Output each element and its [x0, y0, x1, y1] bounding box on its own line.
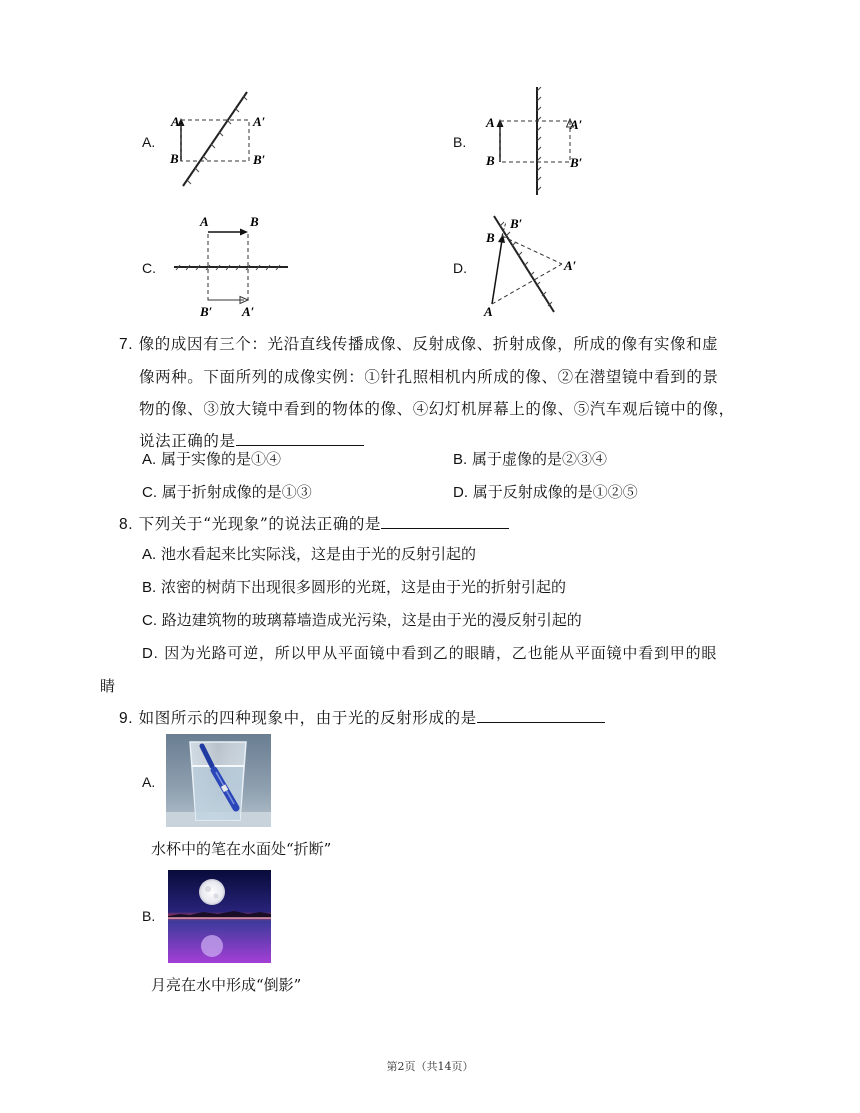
label-b-prime: B′ [510, 216, 523, 231]
q9-option-b-letter[interactable]: B. [142, 908, 156, 924]
label-a: A [486, 115, 495, 130]
question-9-stem: 如图所示的四种现象中，由于光的反射形成的是 [138, 709, 477, 727]
fig-option-c-diagram [172, 212, 290, 320]
label-a-prime: A′ [253, 114, 266, 129]
fig-option-a-letter: A. [142, 134, 156, 150]
option-letter: D. [453, 484, 468, 501]
fig-option-a-diagram [165, 88, 275, 190]
q7-option-d[interactable] [453, 481, 638, 502]
label-a: A [484, 304, 493, 319]
label-b: B [486, 230, 495, 245]
question-9-number: 9. [119, 710, 134, 727]
label-b: B [170, 151, 179, 166]
label-a-prime: A′ [564, 258, 577, 273]
q8-option-b[interactable] [142, 576, 566, 597]
glass-pen-photo [166, 734, 271, 827]
answer-blank [381, 514, 509, 529]
fig-option-b-letter: B. [453, 134, 467, 150]
fig-option-d-diagram [480, 212, 592, 320]
q8-option-a[interactable] [142, 543, 476, 564]
option-text: 属于实像的是①④ [160, 450, 281, 468]
question-9 [119, 702, 605, 735]
answer-blank [477, 708, 605, 723]
q9-option-b-caption: 月亮在水中形成“倒影” [151, 976, 302, 994]
label-b-prime: B′ [253, 152, 266, 167]
page-footer: 第2页（共14页） [386, 1060, 474, 1073]
label-a: A [171, 114, 180, 129]
label-b-prime: B′ [570, 155, 583, 170]
option-letter: B. [453, 451, 468, 468]
option-letter: D. [142, 645, 159, 662]
option-letter: C. [142, 612, 157, 629]
option-letter: A. [142, 451, 157, 468]
label-b-prime: B′ [200, 304, 213, 319]
fig-option-b-diagram [482, 85, 592, 197]
option-text: 属于折射成像的是①③ [161, 483, 312, 501]
label-b: B [486, 153, 495, 168]
question-8 [119, 508, 509, 541]
moon-reflection-photo [168, 870, 271, 963]
fig-option-d-letter: D. [453, 260, 467, 276]
fig-option-c-letter: C. [142, 260, 156, 276]
option-text: 池水看起来比实际浅，这是由于光的反射引起的 [160, 545, 476, 563]
label-a-prime: A′ [570, 117, 583, 132]
answer-blank [236, 431, 364, 446]
option-text: 因为光路可逆，所以甲从平面镜中看到乙的眼睛，乙也能从平面镜中看到甲的眼 [164, 644, 718, 662]
option-text: 路边建筑物的玻璃幕墙造成光污染，这是由于光的漫反射引起的 [161, 611, 582, 629]
option-letter: B. [142, 579, 157, 596]
q7-option-b[interactable] [453, 448, 607, 469]
question-7-number: 7. [119, 336, 134, 353]
label-a: A [200, 214, 209, 229]
q8-option-d-wrap: 睛 [100, 677, 116, 695]
question-7 [119, 328, 779, 457]
option-text: 属于反射成像的是①②⑤ [472, 483, 638, 501]
q7-option-c[interactable] [142, 481, 312, 502]
option-letter: C. [142, 484, 157, 501]
option-text: 属于虚像的是②③④ [471, 450, 607, 468]
option-text: 浓密的树荫下出现很多圆形的光斑，这是由于光的折射引起的 [160, 578, 566, 596]
label-b: B [250, 214, 259, 229]
q8-option-d[interactable] [142, 642, 717, 663]
question-7-line-4: 说法正确的是 [139, 432, 236, 450]
question-8-stem: 下列关于“光现象”的说法正确的是 [138, 515, 382, 533]
label-a-prime: A′ [242, 304, 255, 319]
q9-option-a-letter[interactable]: A. [142, 774, 156, 790]
question-8-number: 8. [119, 516, 134, 533]
q9-option-a-caption: 水杯中的笔在水面处“折断” [151, 840, 332, 858]
q7-option-a[interactable] [142, 448, 281, 469]
q8-option-c[interactable] [142, 609, 582, 630]
question-7-line-3: 物的像、③放大镜中看到的物体的像、④幻灯机屏幕上的像、⑤汽车观后镜中的像， [139, 400, 735, 418]
question-7-line-1: 像的成因有三个：光沿直线传播成像、反射成像、折射成像，所成的像有实像和虚 [138, 335, 719, 353]
option-letter: A. [142, 546, 157, 563]
question-7-line-2: 像两种。下面所列的成像实例：①针孔照相机内所成的像、②在潜望镜中看到的景 [139, 368, 719, 386]
